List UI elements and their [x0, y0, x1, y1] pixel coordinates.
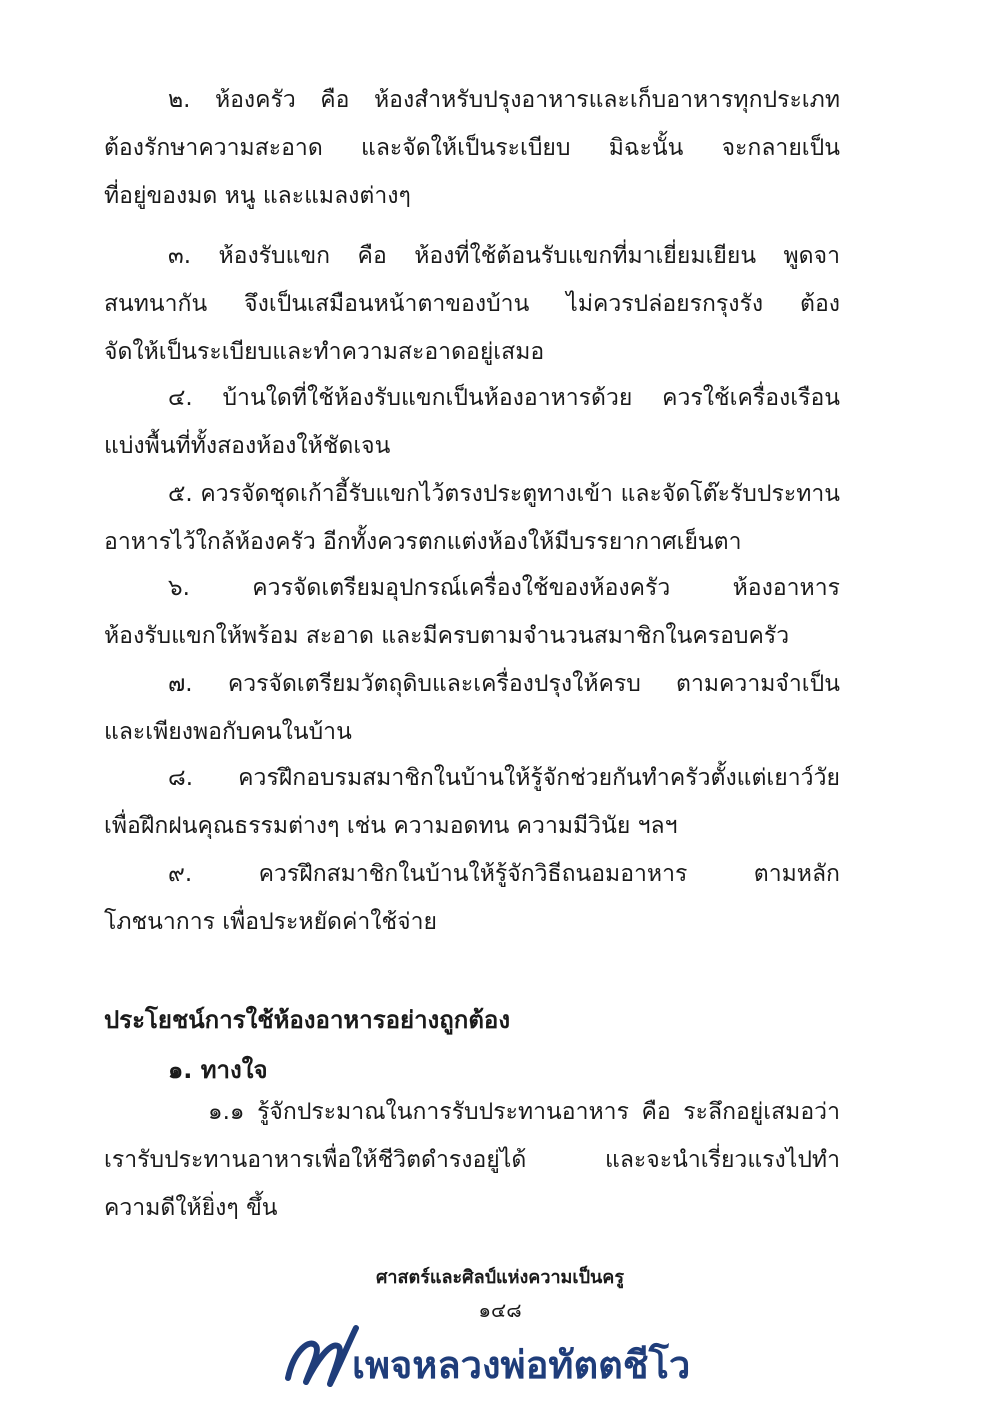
text-line: สนทนากัน จึงเป็นเสมือนหน้าตาของบ้าน ไม่ควรปล่อยรกรุงรัง ต้อง [104, 291, 840, 317]
text-line: ๒. ห้องครัว คือ ห้องสำหรับปรุงอาหารและเก็บอาหารทุกประเภท [168, 87, 840, 113]
brand-text: เพจหลวงพ่อทัตตชีโว [352, 1343, 691, 1387]
text-line: เพื่อฝึกฝนคุณธรรมต่างๆ เช่น ความอดทน ความมีวินัย ฯลฯ [104, 813, 678, 839]
brand-logo-icon [280, 1320, 360, 1400]
text-line: ๔. บ้านใดที่ใช้ห้องรับแขกเป็นห้องอาหารด้วย ควรใช้เครื่องเรือน [168, 385, 840, 411]
text-line: อาหารไว้ใกล้ห้องครัว อีกทั้งควรตกแต่งห้องให้มีบรรยากาศเย็นตา [104, 529, 742, 555]
text-line: และเพียงพอกับคนในบ้าน [104, 719, 352, 745]
text-line: เรารับประทานอาหารเพื่อให้ชีวิตดำรงอยู่ได้ และจะนำเรี่ยวแรงไปทำ [104, 1147, 840, 1173]
text-line: ๑.๑ รู้จักประมาณในการรับประทานอาหาร คือ ระลึกอยู่เสมอว่า [208, 1099, 840, 1125]
page-number: ๑๔๘ [478, 1298, 522, 1322]
footer-book-title: ศาสตร์และศิลป์แห่งความเป็นครู [375, 1267, 625, 1288]
list-item [104, 470, 840, 566]
text-line: โภชนาการ เพื่อประหยัดค่าใช้จ่าย [104, 909, 437, 935]
text-line: ๙. ควรฝึกสมาชิกในบ้านให้รู้จักวิธีถนอมอาหาร ตามหลัก [168, 861, 840, 887]
text-line: ที่อยู่ของมด หนู และแมลงต่างๆ [104, 183, 411, 209]
list-item [104, 232, 840, 376]
sub-list-item [104, 1088, 840, 1232]
list-item [104, 76, 840, 220]
list-item [104, 374, 840, 470]
list-item [104, 564, 840, 660]
text-line: ๘. ควรฝึกอบรมสมาชิกในบ้านให้รู้จักช่วยกันทำครัวตั้งแต่เยาว์วัย [168, 765, 840, 791]
text-line: จัดให้เป็นระเบียบและทำความสะอาดอยู่เสมอ [104, 339, 545, 365]
text-line: ๕. ควรจัดชุดเก้าอี้รับแขกไว้ตรงประตูทางเข้า และจัดโต๊ะรับประทาน [168, 481, 840, 507]
text-line: แบ่งพื้นที่ทั้งสองห้องให้ชัดเจน [104, 433, 391, 459]
section-heading: ประโยชน์การใช้ห้องอาหารอย่างถูกต้อง [104, 1006, 511, 1034]
text-line: ความดีให้ยิ่งๆ ขึ้น [104, 1195, 278, 1221]
brand-watermark [280, 1320, 740, 1400]
list-item [104, 754, 840, 850]
sub-heading: ๑. ทางใจ [168, 1056, 268, 1084]
list-item [104, 660, 840, 756]
text-line: ๖. ควรจัดเตรียมอุปกรณ์เครื่องใช้ของห้องครัว ห้องอาหาร [168, 575, 840, 601]
text-line: ๗. ควรจัดเตรียมวัตถุดิบและเครื่องปรุงให้ครบ ตามความจำเป็น [168, 671, 840, 697]
text-line: ต้องรักษาความสะอาด และจัดให้เป็นระเบียบ มิฉะนั้น จะกลายเป็น [104, 135, 840, 161]
list-item [104, 850, 840, 946]
text-line: ห้องรับแขกให้พร้อม สะอาด และมีครบตามจำนวนสมาชิกในครอบครัว [104, 623, 790, 649]
text-line: ๓. ห้องรับแขก คือ ห้องที่ใช้ต้อนรับแขกที่มาเยี่ยมเยียน พูดจา [168, 243, 840, 269]
